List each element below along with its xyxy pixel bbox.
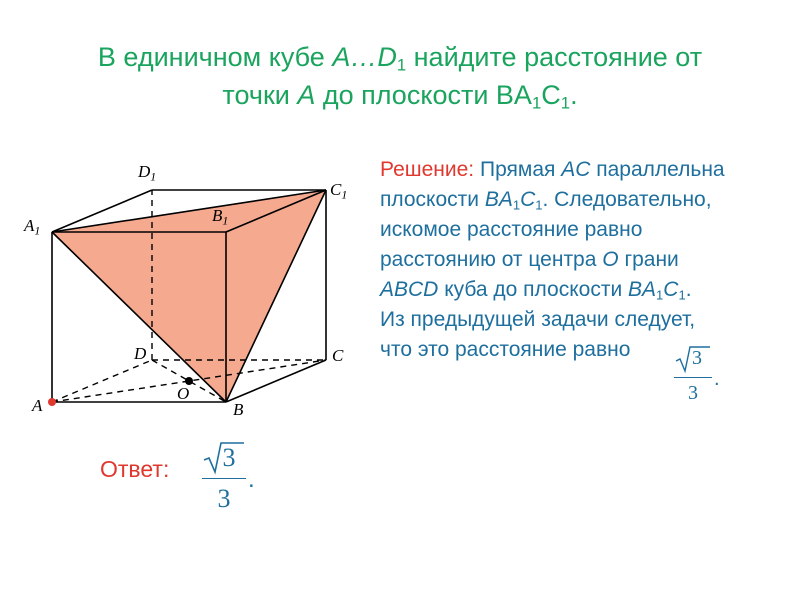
fraction-bar xyxy=(674,377,712,378)
answer-numerator: 3 xyxy=(222,443,236,472)
solution-line: искомое расстояние равно xyxy=(380,218,643,241)
title-text: точки xyxy=(222,80,298,110)
title-subscript: 1 xyxy=(531,93,542,113)
solution-line: Решение: Прямая AC параллельна xyxy=(380,158,725,181)
label-d: D xyxy=(134,344,147,363)
answer-period: . xyxy=(248,466,255,493)
label-o: O xyxy=(177,384,190,403)
label-c: C xyxy=(332,346,344,365)
solution-line: ABCD куба до плоскости $BA_1C_1$. xyxy=(380,278,692,303)
title-plane-part: C xyxy=(541,80,561,110)
solution-line: что это расстояние равно xyxy=(380,338,631,361)
answer-denominator: 3 xyxy=(217,484,231,513)
title-subscript: 1 xyxy=(396,55,407,75)
title-point: A xyxy=(297,80,316,110)
solution-line: плоскости $BA_1C_1$. Следовательно, xyxy=(380,188,712,213)
solution-text xyxy=(380,155,790,365)
solution-period: . xyxy=(714,368,720,390)
title-plane-part: BA xyxy=(495,80,532,110)
label-b1: $B_1$ xyxy=(212,206,229,228)
solution-fraction xyxy=(674,344,712,410)
solution-label: Решение: xyxy=(380,158,475,181)
plane-ba1c1 xyxy=(52,190,326,402)
solution-line: расстоянию от центра O грани xyxy=(380,248,679,271)
hidden-edge-a-d xyxy=(52,360,152,402)
fraction-numerator: 3 xyxy=(692,347,702,369)
title-text: найдите расстояние от xyxy=(406,42,703,72)
label-c1: $C_1$ xyxy=(330,180,348,202)
title-cube-name: A…D xyxy=(332,42,397,72)
answer-fraction xyxy=(202,440,246,518)
title-text: В единичном кубе xyxy=(97,42,333,72)
label-a: A xyxy=(32,396,43,415)
label-b: B xyxy=(233,400,244,419)
title-subscript: 1 xyxy=(560,93,571,113)
title-text: . xyxy=(570,80,578,110)
answer-label: Ответ: xyxy=(100,456,170,482)
fraction-denominator: 3 xyxy=(688,382,698,404)
label-a1: $A_1$ xyxy=(24,216,41,238)
answer-fraction-bar xyxy=(202,478,246,479)
title-text: до плоскости xyxy=(315,80,496,110)
solution-line: Из предыдущей задачи следует, xyxy=(380,308,696,331)
point-a xyxy=(48,398,56,406)
label-d1: $D_1$ xyxy=(138,162,157,184)
